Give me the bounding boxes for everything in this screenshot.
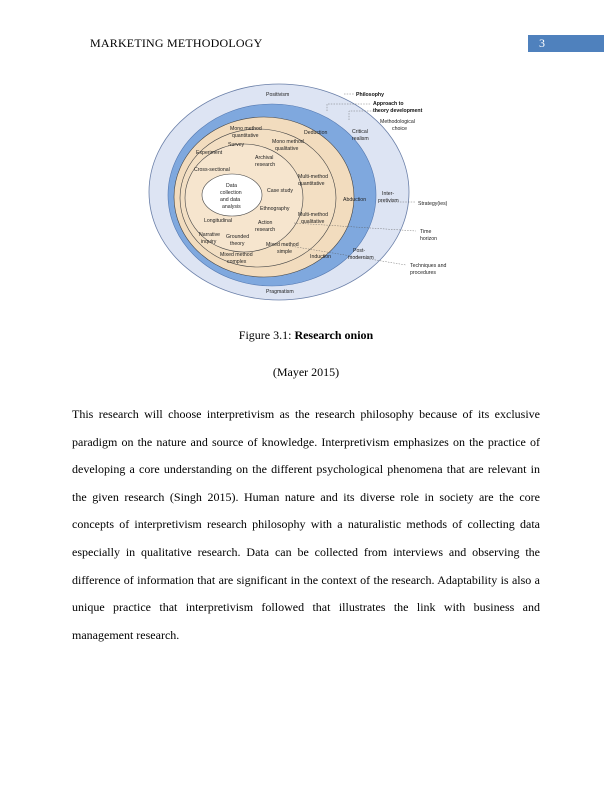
label-multi-quant-line2: quantitative [298, 181, 325, 187]
label-narrative-line1: Narrative [199, 232, 221, 238]
label-grounded-line1: Grounded [226, 234, 250, 240]
label-positivism: Positivism [266, 92, 290, 98]
label-action-line1: Action [258, 220, 273, 226]
label-grounded-line2: theory [230, 241, 245, 247]
label-multi-qual-line1: Multi-method [298, 212, 328, 218]
label-core-line2: collection [220, 190, 242, 196]
label-post-line2: modernism [348, 255, 374, 261]
running-header: MARKETING METHODOLOGY [90, 36, 263, 50]
label-interpretivism-line1: Inter- [382, 191, 395, 197]
research-onion-figure [144, 80, 468, 304]
label-abduction: Abduction [343, 197, 367, 203]
label-induction: Induction [310, 254, 332, 260]
label-philosophy: Philosophy [356, 92, 384, 98]
label-core-line4: analysis [222, 204, 241, 210]
label-action-line2: research [255, 227, 276, 233]
label-experiment: Experiment [196, 150, 223, 156]
label-post-line1: Post- [353, 248, 366, 254]
label-mixed-simple-line1: Mixed method [266, 242, 299, 248]
label-approach-line1: Approach to [373, 101, 404, 107]
label-approach-line2: theory development [373, 108, 423, 114]
label-mono-quant-line2: quantitative [232, 133, 259, 139]
label-ethnography: Ethnography [260, 206, 290, 212]
research-onion-diagram [144, 80, 468, 304]
label-mono-qual-line1: Mono method [272, 139, 304, 145]
label-time-line2: horizon [420, 236, 438, 242]
label-deduction: Deduction [304, 130, 328, 136]
label-techniques-line1: Techniques and [410, 263, 447, 269]
figure-citation: (Mayer 2015) [272, 365, 340, 379]
label-mixed-complex-line1: Mixed method [220, 252, 253, 258]
label-mixed-complex-line2: complex [227, 259, 247, 265]
label-core-line1: Data [226, 183, 237, 189]
label-core-line3: and data [220, 197, 241, 203]
body-paragraph: This research will choose interpretivism as the research philosophy because of its exclusive paradigm on the nature and source of knowledge. Interpretivism emphasizes on the practice of developing a core understanding on the different psychological phenomena that are relevant in the given research (Singh 2015). Human nature and its diverse role in society are the core concepts of interpretivism research philosophy with a naturalistic methods of collecting data especially in qualitative research. Data can be collected from interviews and observing the difference of information that are significant in the context of the research. Adaptability is also a unique practice that interpretivism followed that illustrates the link with business and management research. [72, 407, 540, 642]
label-survey: Survey [228, 142, 245, 148]
caption-prefix: Figure 3.1: [238, 328, 295, 342]
page-number: 3 [528, 35, 604, 52]
label-techniques-line2: procedures [410, 270, 436, 276]
label-multi-quant-line1: Multi-method [298, 174, 328, 180]
label-archival-line2: research [255, 162, 276, 168]
label-multi-qual-line2: qualitative [301, 219, 325, 225]
label-longitudinal: Longitudinal [204, 218, 232, 224]
label-cross-sectional: Cross-sectional [194, 167, 230, 173]
label-mono-qual-line2: qualitative [275, 146, 299, 152]
label-pragmatism: Pragmatism [266, 289, 294, 295]
label-case-study: Case study [267, 188, 293, 194]
figure-caption [0, 328, 612, 343]
caption-title: Research onion [294, 328, 374, 342]
label-critical-line2: realism [352, 136, 369, 142]
label-mono-quant-line1: Mono method [230, 126, 262, 132]
label-methodological-line2: choice [392, 126, 407, 132]
label-narrative-line2: inquiry [201, 239, 217, 245]
label-critical-line1: Critical [352, 129, 368, 135]
label-archival-line1: Archival [255, 155, 274, 161]
label-methodological-line1: Methodological [380, 119, 415, 125]
label-mixed-simple-line2: simple [277, 249, 292, 255]
label-strategies: Strategy(ies) [418, 201, 448, 207]
label-time-line1: Time [420, 229, 432, 235]
label-interpretivism-line2: pretivism [378, 198, 399, 204]
